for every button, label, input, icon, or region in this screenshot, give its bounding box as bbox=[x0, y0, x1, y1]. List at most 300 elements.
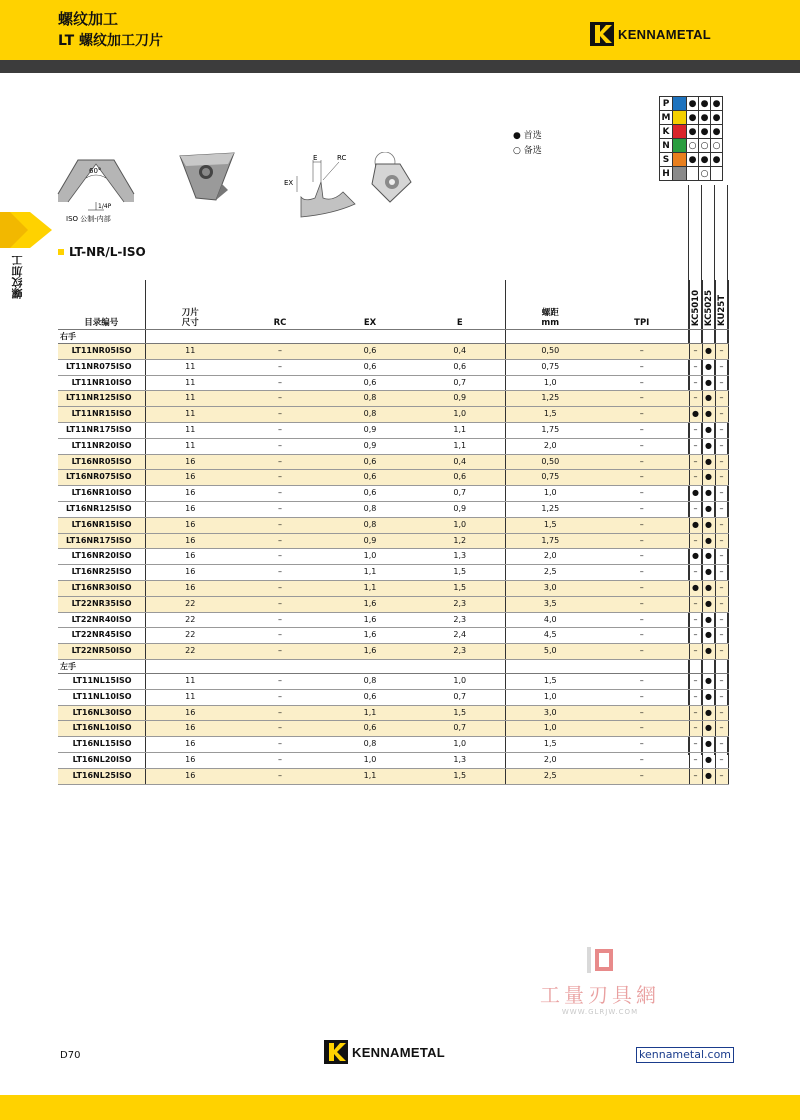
cell-grade-3: – bbox=[715, 486, 728, 502]
cell-grade-2: ● bbox=[702, 689, 715, 705]
section-heading bbox=[58, 245, 146, 259]
table-row bbox=[58, 752, 728, 768]
cell-grade-3: – bbox=[715, 454, 728, 470]
cell-grade-1: – bbox=[689, 768, 702, 784]
table-row bbox=[58, 359, 728, 375]
cell-rc: – bbox=[235, 673, 325, 689]
cell-tpi: – bbox=[595, 768, 689, 784]
group-grade-cell bbox=[689, 330, 702, 344]
cell-rc: – bbox=[235, 422, 325, 438]
cell-code: LT22NR50ISO bbox=[58, 644, 145, 660]
cell-code: LT16NR30ISO bbox=[58, 580, 145, 596]
cell-pitch: 2,0 bbox=[505, 438, 595, 454]
cell-code: LT11NR175ISO bbox=[58, 422, 145, 438]
cell-rc: – bbox=[235, 612, 325, 628]
cell-grade-2: ● bbox=[702, 673, 715, 689]
group-filler-cell bbox=[415, 330, 505, 344]
table-row bbox=[58, 705, 728, 721]
cell-ex: 0,8 bbox=[325, 501, 415, 517]
cell-grade-2: ● bbox=[702, 375, 715, 391]
cell-e: 0,7 bbox=[415, 721, 505, 737]
website-link[interactable]: kennametal.com bbox=[636, 1047, 734, 1063]
cell-grade-3: – bbox=[715, 501, 728, 517]
cell-grade-1: – bbox=[689, 705, 702, 721]
cell-rc: – bbox=[235, 549, 325, 565]
cell-code: LT16NR05ISO bbox=[58, 454, 145, 470]
watermark-url: WWW.GLRJW.COM bbox=[561, 1008, 639, 1016]
cell-tpi: – bbox=[595, 407, 689, 423]
cell-grade-2: ● bbox=[702, 438, 715, 454]
cell-size: 16 bbox=[145, 549, 235, 565]
material-color-swatch bbox=[673, 97, 687, 111]
cell-size: 11 bbox=[145, 344, 235, 360]
material-mark: ● bbox=[711, 111, 723, 125]
cell-e: 1,5 bbox=[415, 768, 505, 784]
col-header-size bbox=[145, 280, 235, 330]
footer-brand-logo bbox=[324, 1040, 445, 1064]
cell-e: 1,0 bbox=[415, 673, 505, 689]
col-header-tpi: TPI bbox=[595, 280, 689, 330]
cell-pitch: 2,5 bbox=[505, 565, 595, 581]
cell-ex: 0,6 bbox=[325, 689, 415, 705]
col-header-e: E bbox=[415, 280, 505, 330]
cell-rc: – bbox=[235, 721, 325, 737]
table-row bbox=[58, 644, 728, 660]
cell-rc: – bbox=[235, 470, 325, 486]
cell-size: 16 bbox=[145, 565, 235, 581]
cell-grade-3: – bbox=[715, 644, 728, 660]
material-mark: ● bbox=[699, 97, 711, 111]
cell-tpi: – bbox=[595, 628, 689, 644]
header-dark-bar bbox=[0, 60, 800, 73]
cell-e: 1,1 bbox=[415, 422, 505, 438]
cell-grade-2: ● bbox=[702, 644, 715, 660]
table-row bbox=[58, 596, 728, 612]
material-color-swatch bbox=[673, 139, 687, 153]
legend-alternate: ○ 备选 bbox=[513, 146, 542, 156]
table-row bbox=[58, 549, 728, 565]
kennametal-k-icon bbox=[590, 22, 614, 46]
brand-name: KENNAMETAL bbox=[618, 26, 712, 42]
cell-grade-2: ● bbox=[702, 549, 715, 565]
insert-table bbox=[58, 280, 729, 785]
col-header-pitch-text: 螺距 mm bbox=[541, 308, 560, 328]
cell-ex: 0,6 bbox=[325, 721, 415, 737]
cell-grade-1: – bbox=[689, 612, 702, 628]
footer-brand-name: KENNAMETAL bbox=[352, 1044, 446, 1060]
material-mark: ● bbox=[711, 153, 723, 167]
cell-size: 11 bbox=[145, 422, 235, 438]
material-mark: ○ bbox=[687, 139, 699, 153]
material-row bbox=[660, 153, 723, 167]
cell-grade-1: – bbox=[689, 628, 702, 644]
cell-e: 0,6 bbox=[415, 359, 505, 375]
cell-grade-3: – bbox=[715, 391, 728, 407]
material-row bbox=[660, 97, 723, 111]
cell-tpi: – bbox=[595, 644, 689, 660]
group-filler-cell bbox=[595, 659, 689, 673]
cell-ex: 0,9 bbox=[325, 438, 415, 454]
material-row bbox=[660, 167, 723, 181]
cell-e: 1,3 bbox=[415, 752, 505, 768]
cell-rc: – bbox=[235, 359, 325, 375]
cell-pitch: 3,0 bbox=[505, 705, 595, 721]
cell-tpi: – bbox=[595, 454, 689, 470]
material-mark: ○ bbox=[711, 139, 723, 153]
cell-grade-3: – bbox=[715, 705, 728, 721]
cell-rc: – bbox=[235, 705, 325, 721]
cell-e: 1,0 bbox=[415, 407, 505, 423]
table-row bbox=[58, 612, 728, 628]
table-row bbox=[58, 673, 728, 689]
page-number: D70 bbox=[60, 1050, 81, 1061]
material-mark bbox=[711, 167, 723, 181]
material-mark: ● bbox=[699, 125, 711, 139]
cell-code: LT11NL15ISO bbox=[58, 673, 145, 689]
cell-grade-3: – bbox=[715, 438, 728, 454]
cell-size: 11 bbox=[145, 391, 235, 407]
col-header-pitch bbox=[505, 280, 595, 330]
cell-grade-1: – bbox=[689, 438, 702, 454]
cell-code: LT11NR075ISO bbox=[58, 359, 145, 375]
group-label: 左手 bbox=[58, 659, 145, 673]
cell-code: LT11NR10ISO bbox=[58, 375, 145, 391]
cell-ex: 0,9 bbox=[325, 533, 415, 549]
cell-tpi: – bbox=[595, 596, 689, 612]
cell-e: 0,4 bbox=[415, 454, 505, 470]
cell-grade-2: ● bbox=[702, 422, 715, 438]
cell-code: LT16NL15ISO bbox=[58, 737, 145, 753]
cell-rc: – bbox=[235, 517, 325, 533]
cell-grade-3: – bbox=[715, 673, 728, 689]
cell-rc: – bbox=[235, 375, 325, 391]
cell-code: LT16NL30ISO bbox=[58, 705, 145, 721]
cell-grade-1: – bbox=[689, 752, 702, 768]
table-group-row bbox=[58, 330, 728, 344]
table-row bbox=[58, 565, 728, 581]
section-title: LT-NR/L-ISO bbox=[69, 245, 146, 259]
cell-code: LT22NR45ISO bbox=[58, 628, 145, 644]
cell-e: 1,3 bbox=[415, 549, 505, 565]
group-filler-cell bbox=[325, 659, 415, 673]
dim-e-label: E bbox=[313, 154, 318, 162]
cell-grade-3: – bbox=[715, 549, 728, 565]
cell-rc: – bbox=[235, 628, 325, 644]
cell-code: LT16NR125ISO bbox=[58, 501, 145, 517]
cell-size: 16 bbox=[145, 705, 235, 721]
table-row bbox=[58, 375, 728, 391]
cell-size: 22 bbox=[145, 612, 235, 628]
cell-ex: 0,8 bbox=[325, 737, 415, 753]
cell-rc: – bbox=[235, 344, 325, 360]
cell-size: 11 bbox=[145, 689, 235, 705]
cell-grade-3: – bbox=[715, 768, 728, 784]
profile-pitch-label: 1/4P bbox=[98, 203, 112, 210]
cell-rc: – bbox=[235, 454, 325, 470]
thread-profile-diagram bbox=[56, 152, 136, 227]
cell-e: 0,7 bbox=[415, 486, 505, 502]
cell-code: LT16NR20ISO bbox=[58, 549, 145, 565]
cell-tpi: – bbox=[595, 533, 689, 549]
cell-code: LT11NR20ISO bbox=[58, 438, 145, 454]
cell-ex: 1,1 bbox=[325, 768, 415, 784]
cell-grade-2: ● bbox=[702, 533, 715, 549]
cell-grade-1: – bbox=[689, 344, 702, 360]
cell-code: LT16NR10ISO bbox=[58, 486, 145, 502]
cell-grade-3: – bbox=[715, 689, 728, 705]
cell-rc: – bbox=[235, 644, 325, 660]
cell-ex: 0,6 bbox=[325, 344, 415, 360]
cell-ex: 0,6 bbox=[325, 375, 415, 391]
cell-e: 0,9 bbox=[415, 501, 505, 517]
side-section-label: 螺纹加工 bbox=[11, 255, 24, 299]
cell-pitch: 0,75 bbox=[505, 359, 595, 375]
cell-code: LT22NR40ISO bbox=[58, 612, 145, 628]
cell-grade-1: – bbox=[689, 673, 702, 689]
table-row bbox=[58, 628, 728, 644]
table-row bbox=[58, 737, 728, 753]
material-letter: M bbox=[660, 111, 673, 125]
cell-ex: 0,6 bbox=[325, 486, 415, 502]
cell-tpi: – bbox=[595, 375, 689, 391]
table-row bbox=[58, 391, 728, 407]
table-row bbox=[58, 454, 728, 470]
table-row bbox=[58, 407, 728, 423]
cell-pitch: 1,5 bbox=[505, 407, 595, 423]
cell-size: 22 bbox=[145, 644, 235, 660]
material-mark: ● bbox=[699, 153, 711, 167]
watermark-text: 工量刃具網 bbox=[540, 983, 660, 1007]
cell-rc: – bbox=[235, 501, 325, 517]
group-filler-cell bbox=[415, 659, 505, 673]
cell-grade-1: – bbox=[689, 721, 702, 737]
cell-e: 2,3 bbox=[415, 644, 505, 660]
brand-logo bbox=[590, 22, 711, 46]
cell-grade-1: ● bbox=[689, 407, 702, 423]
cell-grade-2: ● bbox=[702, 612, 715, 628]
cell-code: LT16NR075ISO bbox=[58, 470, 145, 486]
cell-code: LT16NL25ISO bbox=[58, 768, 145, 784]
material-letter: K bbox=[660, 125, 673, 139]
cell-grade-2: ● bbox=[702, 391, 715, 407]
cell-tpi: – bbox=[595, 438, 689, 454]
cell-tpi: – bbox=[595, 689, 689, 705]
cell-tpi: – bbox=[595, 673, 689, 689]
cell-grade-3: – bbox=[715, 628, 728, 644]
cell-size: 11 bbox=[145, 407, 235, 423]
cell-rc: – bbox=[235, 486, 325, 502]
cell-ex: 1,6 bbox=[325, 612, 415, 628]
profile-angle-label: 60° bbox=[89, 167, 102, 175]
cell-pitch: 3,5 bbox=[505, 596, 595, 612]
cell-code: LT16NL10ISO bbox=[58, 721, 145, 737]
table-row bbox=[58, 344, 728, 360]
cell-grade-2: ● bbox=[702, 752, 715, 768]
cell-rc: – bbox=[235, 565, 325, 581]
material-mark bbox=[687, 167, 699, 181]
cell-pitch: 1,25 bbox=[505, 391, 595, 407]
cell-grade-1: ● bbox=[689, 549, 702, 565]
material-color-swatch bbox=[673, 125, 687, 139]
cell-rc: – bbox=[235, 768, 325, 784]
cell-ex: 0,6 bbox=[325, 454, 415, 470]
cell-grade-1: – bbox=[689, 689, 702, 705]
material-mark: ● bbox=[711, 97, 723, 111]
col-header-grade-2 bbox=[702, 280, 715, 330]
group-label: 右手 bbox=[58, 330, 145, 344]
cell-grade-2: ● bbox=[702, 470, 715, 486]
cell-e: 2,3 bbox=[415, 596, 505, 612]
cell-pitch: 0,50 bbox=[505, 344, 595, 360]
cell-tpi: – bbox=[595, 721, 689, 737]
cell-grade-1: ● bbox=[689, 486, 702, 502]
cell-code: LT22NR35ISO bbox=[58, 596, 145, 612]
cell-tpi: – bbox=[595, 359, 689, 375]
cell-grade-1: – bbox=[689, 391, 702, 407]
material-letter: N bbox=[660, 139, 673, 153]
insert-photo-icon bbox=[176, 150, 238, 205]
cell-e: 1,1 bbox=[415, 438, 505, 454]
group-filler-cell bbox=[505, 330, 595, 344]
material-color-swatch bbox=[673, 167, 687, 181]
cell-pitch: 3,0 bbox=[505, 580, 595, 596]
cell-grade-1: – bbox=[689, 533, 702, 549]
cell-ex: 1,1 bbox=[325, 580, 415, 596]
cell-grade-1: ● bbox=[689, 580, 702, 596]
cell-grade-2: ● bbox=[702, 454, 715, 470]
cell-grade-2: ● bbox=[702, 580, 715, 596]
cell-pitch: 1,75 bbox=[505, 533, 595, 549]
cell-pitch: 1,0 bbox=[505, 486, 595, 502]
cell-grade-2: ● bbox=[702, 565, 715, 581]
cell-ex: 0,9 bbox=[325, 422, 415, 438]
cell-size: 16 bbox=[145, 737, 235, 753]
cell-ex: 0,6 bbox=[325, 470, 415, 486]
cell-grade-2: ● bbox=[702, 768, 715, 784]
material-mark: ● bbox=[711, 125, 723, 139]
cell-grade-1: – bbox=[689, 644, 702, 660]
cell-grade-3: – bbox=[715, 533, 728, 549]
cell-size: 16 bbox=[145, 517, 235, 533]
cell-ex: 0,8 bbox=[325, 391, 415, 407]
cell-ex: 1,1 bbox=[325, 705, 415, 721]
cell-ex: 1,6 bbox=[325, 644, 415, 660]
cell-e: 0,7 bbox=[415, 375, 505, 391]
cell-size: 11 bbox=[145, 375, 235, 391]
group-filler-cell bbox=[145, 659, 235, 673]
material-mark: ○ bbox=[699, 167, 711, 181]
page-subtitle: LT 螺纹加工刀片 bbox=[58, 33, 164, 49]
footer-k-icon bbox=[324, 1040, 348, 1064]
cell-grade-3: – bbox=[715, 596, 728, 612]
group-filler-cell bbox=[325, 330, 415, 344]
cell-e: 1,0 bbox=[415, 517, 505, 533]
cell-ex: 0,8 bbox=[325, 407, 415, 423]
cell-grade-2: ● bbox=[702, 407, 715, 423]
cell-ex: 0,6 bbox=[325, 359, 415, 375]
cell-grade-2: ● bbox=[702, 359, 715, 375]
cell-e: 1,5 bbox=[415, 705, 505, 721]
grade-name-1: KC5010 bbox=[690, 289, 701, 326]
material-mark: ● bbox=[687, 125, 699, 139]
table-row bbox=[58, 580, 728, 596]
table-row bbox=[58, 721, 728, 737]
cell-rc: – bbox=[235, 689, 325, 705]
dim-rc-label: RC bbox=[337, 154, 347, 162]
cell-ex: 1,0 bbox=[325, 549, 415, 565]
cell-code: LT11NL10ISO bbox=[58, 689, 145, 705]
group-filler-cell bbox=[595, 330, 689, 344]
cell-ex: 1,6 bbox=[325, 596, 415, 612]
cell-pitch: 2,5 bbox=[505, 768, 595, 784]
material-mark: ● bbox=[687, 111, 699, 125]
cell-ex: 0,8 bbox=[325, 517, 415, 533]
cell-tpi: – bbox=[595, 549, 689, 565]
cell-tpi: – bbox=[595, 470, 689, 486]
dim-ex-label: EX bbox=[284, 179, 294, 187]
cell-e: 0,9 bbox=[415, 391, 505, 407]
cell-pitch: 0,50 bbox=[505, 454, 595, 470]
insert-dimension-diagram bbox=[283, 152, 358, 222]
cell-e: 2,4 bbox=[415, 628, 505, 644]
col-header-rc: RC bbox=[235, 280, 325, 330]
cell-grade-1: – bbox=[689, 375, 702, 391]
cell-grade-2: ● bbox=[702, 721, 715, 737]
page-title: 螺纹加工 bbox=[58, 10, 119, 28]
cell-grade-1: – bbox=[689, 470, 702, 486]
cell-tpi: – bbox=[595, 501, 689, 517]
cell-rc: – bbox=[235, 752, 325, 768]
cell-tpi: – bbox=[595, 612, 689, 628]
cell-e: 0,7 bbox=[415, 689, 505, 705]
material-row bbox=[660, 125, 723, 139]
cell-grade-1: – bbox=[689, 422, 702, 438]
cell-pitch: 5,0 bbox=[505, 644, 595, 660]
cell-tpi: – bbox=[595, 752, 689, 768]
material-mark: ○ bbox=[699, 139, 711, 153]
cell-grade-3: – bbox=[715, 721, 728, 737]
cell-tpi: – bbox=[595, 486, 689, 502]
cell-pitch: 4,0 bbox=[505, 612, 595, 628]
group-grade-cell bbox=[689, 659, 702, 673]
cell-rc: – bbox=[235, 737, 325, 753]
cell-code: LT11NR125ISO bbox=[58, 391, 145, 407]
group-filler-cell bbox=[145, 330, 235, 344]
cell-ex: 1,1 bbox=[325, 565, 415, 581]
table-row bbox=[58, 533, 728, 549]
material-color-swatch bbox=[673, 153, 687, 167]
group-filler-cell bbox=[235, 330, 325, 344]
group-grade-cell bbox=[702, 330, 715, 344]
cell-size: 11 bbox=[145, 438, 235, 454]
cell-grade-2: ● bbox=[702, 517, 715, 533]
insert-top-view-icon bbox=[368, 152, 413, 204]
cell-e: 1,2 bbox=[415, 533, 505, 549]
col-header-grade-1 bbox=[689, 280, 702, 330]
cell-rc: – bbox=[235, 533, 325, 549]
cell-ex: 1,0 bbox=[325, 752, 415, 768]
cell-size: 16 bbox=[145, 533, 235, 549]
grade-name-3: KU25T bbox=[716, 295, 727, 326]
cell-grade-1: – bbox=[689, 565, 702, 581]
cell-pitch: 0,75 bbox=[505, 470, 595, 486]
cell-pitch: 1,75 bbox=[505, 422, 595, 438]
cell-size: 16 bbox=[145, 752, 235, 768]
material-mark: ● bbox=[687, 97, 699, 111]
cell-grade-2: ● bbox=[702, 628, 715, 644]
cell-size: 22 bbox=[145, 596, 235, 612]
material-row bbox=[660, 139, 723, 153]
